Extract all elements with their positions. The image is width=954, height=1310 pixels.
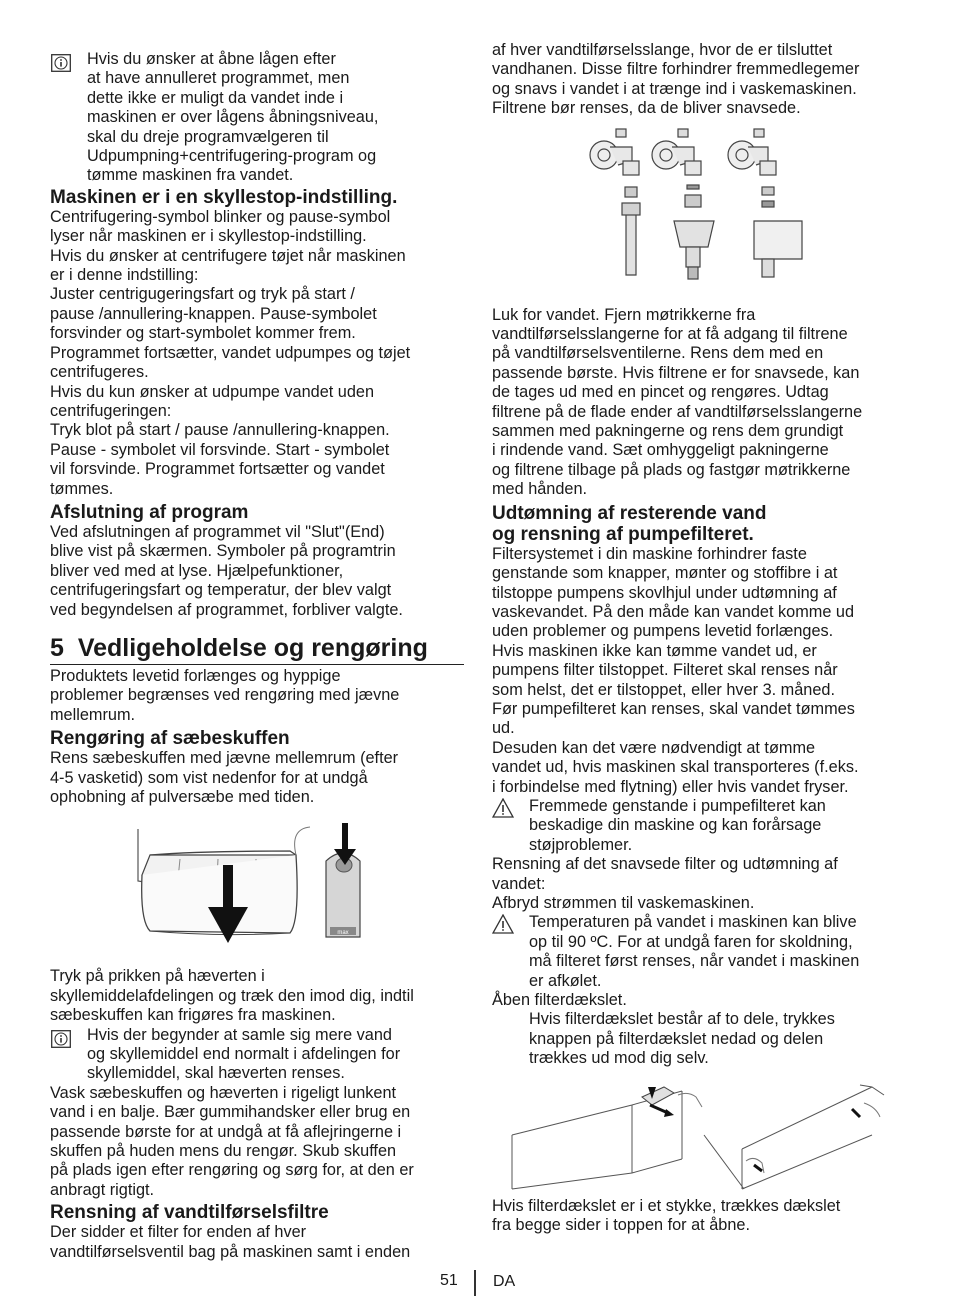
maintenance-intro [50, 667, 464, 725]
warning-icon [492, 914, 514, 939]
text-line: pause /annullering-knappen. Pause-symbolet [50, 304, 377, 323]
tap-3 [728, 129, 802, 277]
max-label: max [337, 930, 349, 937]
text-line: Tryk på prikken på hæverten i [50, 967, 265, 986]
heading-line: Udtømning af resterende vand [492, 502, 767, 524]
text-line: filtrene på de flade ender af vandtilførselsslangerne [492, 402, 863, 421]
cover-left [512, 1087, 702, 1189]
soap-drawer-text [50, 749, 464, 807]
open-cover-text: Åben filterdækslet. [492, 991, 627, 1010]
text-line: problemer begrænses ved rengøring med jævne [50, 686, 400, 705]
text-line: Pause - symbolet vil forsvinde. Start - symbolet [50, 440, 390, 459]
pump-filter-text [492, 545, 906, 797]
text-line: sæbeskuffen kan frigøres fra maskinen. [50, 1006, 336, 1025]
tap-2 [652, 129, 714, 279]
text-line: Hvis filterdækslet er i et stykke, trækkes dækslet [492, 1196, 841, 1215]
text-line: genstande som knapper, mønter og stoffibre i at [492, 564, 838, 583]
text-line: Rensning af det snavsede filter og udtømning af [492, 855, 838, 874]
tap-filter-illustration [492, 125, 906, 303]
dirty-filter-text [492, 855, 906, 913]
text-line: tømmes. [50, 479, 114, 498]
warning-line: Fremmede genstande i pumpefilteret kan [529, 796, 826, 815]
text-line: tilstoppe pumpens skovlhjul under udtømning af [492, 583, 837, 602]
text-line: 4-5 vasketid) som vist nedenfor for at undgå [50, 768, 368, 787]
text-line: i rindende vand. Sæt omhyggeligt pakningerne [492, 441, 829, 460]
info-icon [51, 54, 71, 77]
text-line: lyser når maskinen er i skyllestop-indstilling. [50, 227, 367, 246]
two-part-cover-text [492, 1010, 906, 1068]
text-line: vandtilførselsslangerne for at få adgang til filtrene [492, 325, 848, 344]
text-line: mellemrum. [50, 705, 136, 724]
text-line: passende børste for at undgå at få aflejringerne i [50, 1122, 402, 1141]
wash-text [50, 1084, 464, 1200]
text-line: vandtilførselsventil bag på maskinen samt i enden [50, 1242, 411, 1261]
text-line: Ved afslutningen af programmet vil "Slut"(End) [50, 522, 385, 541]
text-line: Der sidder et filter for enden af hver [50, 1223, 307, 1242]
text-line: Juster centrigugeringsfart og tryk på start / [50, 285, 355, 304]
warning-foreign-objects [492, 797, 906, 855]
text-line: som helst, det er tilstoppet, eller hver 3. måned. [492, 680, 835, 699]
note-line: maskinen er over lågens åbningsniveau, [87, 108, 379, 127]
text-line: anbragt rigtigt. [50, 1180, 155, 1199]
page-footer [0, 1270, 954, 1300]
water-filters-text [50, 1223, 464, 1262]
text-line: vand i en balje. Bær gummihandsker eller brug en [50, 1103, 411, 1122]
text-line: på vandtilførselsventilerne. Rens dem med en [492, 344, 824, 363]
text-line: skuffen på huden mens du rengør. Skub skuffen [50, 1142, 397, 1161]
press-instructions [50, 967, 464, 1025]
text-line: Filtersystemet i din maskine forhindrer faste [492, 544, 807, 563]
text-line: Afbryd strømmen til vaskemaskinen. [492, 894, 755, 912]
text-line: knappen på filterdækslet nedad og delen [529, 1029, 824, 1048]
cover-right [704, 1085, 884, 1189]
note-line: dette ikke er muligt da vandet inde i [87, 88, 344, 107]
warning-line: er afkølet. [529, 971, 602, 990]
text-line: uden problemer og pumpens levetid forlænges. [492, 622, 834, 641]
soap-drawer-illustration [50, 821, 464, 953]
warning-line: må filteret først renses, når vandet i maskinen [529, 952, 860, 971]
text-line: Vask sæbeskuffen og hæverten i rigeligt lunkent [50, 1083, 397, 1102]
text-line: skyllemiddelafdelingen og træk den imod dig, indtil [50, 986, 414, 1005]
text-line: af hver vandtilførselsslange, hvor de er tilsluttet [492, 41, 833, 59]
text-line: og snavs i vandet i at trænge ind i vaskemaskinen. [492, 79, 857, 98]
warning-hot-water [492, 913, 906, 991]
note-line: Udpumpning+centrifugering-program og [87, 147, 377, 166]
heading-end-of-program: Afslutning af program [50, 501, 249, 523]
text-line: fra begge sider i toppen for at åbne. [492, 1216, 750, 1235]
text-line: er i denne indstilling: [50, 266, 199, 285]
text-line: trækkes ud mod dig selv. [529, 1049, 709, 1068]
chapter-number: 5 [50, 633, 64, 662]
text-line: i forbindelse med flytning) eller hvis vandet fryser. [492, 777, 849, 796]
text-line: vil forsvinde. Programmet fortsætter og vandet [50, 460, 385, 479]
text-line: Tryk blot på start / pause /annullering-knappen. [50, 421, 390, 440]
warning-icon [492, 798, 514, 823]
text-line: vandet ud, hvis maskinen skal transporteres (f.eks. [492, 758, 859, 777]
text-line: blive vist på skærmen. Symboler på programtrin [50, 542, 396, 561]
text-line: vaskevandet. På den måde kan vandet komme ud [492, 602, 855, 621]
info-note-siphon [50, 1026, 464, 1084]
left-column [50, 44, 464, 1262]
text-line: Luk for vandet. Fjern møtrikkerne fra [492, 305, 756, 324]
heading-rinse-hold: Maskinen er i en skyllestop-indstilling. [50, 186, 398, 208]
heading-soap-drawer: Rengøring af sæbeskuffen [50, 728, 290, 750]
text-line: de tages ud med en pincet og rengøres. Udtag [492, 383, 829, 402]
text-line: pumpens filter tilstoppet. Filteret skal renses når [492, 661, 838, 680]
text-line: sammen med pakningerne og rens dem grundigt [492, 422, 844, 441]
filters-continued [492, 41, 906, 119]
text-line: Hvis du ønsker at centrifugere tøjet når maskinen [50, 246, 406, 265]
close-water-text [492, 306, 906, 500]
heading-line: og rensning af pumpefilteret. [492, 523, 754, 545]
text-line: ved begyndelsen af programmet, forbliver valgte. [50, 600, 403, 619]
text-line: Produktets levetid forlænges og hyppige [50, 666, 341, 685]
text-line: ud. [492, 719, 515, 738]
warning-line: støjproblemer. [529, 835, 633, 854]
text-line: centrifugeringsfart og temperatur, der blev valgt [50, 581, 392, 600]
text-line: vandet: [492, 874, 546, 893]
warning-line: beskadige din maskine og kan forårsage [529, 816, 822, 835]
text-line: bliver ved med at lyse. Hjælpefunktioner, [50, 561, 344, 580]
heading-pump-filter [492, 503, 906, 545]
chapter-heading [50, 634, 464, 665]
text-line: Hvis maskinen ikke kan tømme vandet ud, er [492, 641, 817, 660]
note-line: Hvis der begynder at samle sig mere vand [87, 1025, 392, 1044]
text-line: centrifugeres. [50, 363, 149, 382]
note-line: og skyllemiddel end normalt i afdelingen for [87, 1045, 401, 1064]
text-line: og filtrene tilbage på plads og fastgør møtrikkerne [492, 460, 851, 479]
page-number: 51 [440, 1272, 458, 1289]
text-line: med hånden. [492, 480, 588, 499]
info-note-open-door [50, 50, 464, 186]
text-line: centrifugeringen: [50, 401, 172, 420]
chapter-title: Vedligeholdelse og rengøring [77, 633, 428, 662]
info-icon [51, 1030, 71, 1053]
text-line: vandhanen. Disse filtre forhindrer fremmedlegemer [492, 60, 860, 79]
text-line: ophobning af pulversæbe med tiden. [50, 788, 315, 806]
text-line: Filtrene bør renses, da de bliver snavsede. [492, 99, 801, 118]
text-line: Hvis filterdækslet består af to dele, trykkes [529, 1010, 835, 1029]
right-column [492, 41, 906, 1235]
text-line: Før pumpefilteret kan renses, skal vandet tømmes [492, 699, 855, 718]
text-line: Hvis du kun ønsker at udpumpe vandet uden [50, 382, 375, 401]
note-line: Hvis du ønsker at åbne lågen efter [87, 50, 336, 68]
footer-divider [474, 1270, 476, 1296]
end-of-program-text [50, 523, 464, 620]
text-line: på plads igen efter rengøring og sørg for, at den er [50, 1161, 414, 1180]
text-line: Programmet fortsætter, vandet udpumpes og tøjet [50, 343, 411, 362]
tap-1 [590, 129, 640, 275]
text-line: forsvinder og start-symbolet kommer frem. [50, 324, 356, 343]
text-line: passende børste. Hvis filtrene er for snavsede, kan [492, 363, 860, 382]
note-line: skyllemiddel, skal hæverten renses. [87, 1064, 345, 1083]
note-line: at have annulleret programmet, men [87, 69, 350, 88]
one-piece-cover-text [492, 1197, 906, 1236]
text-line: Centrifugering-symbol blinker og pause-symbol [50, 207, 391, 226]
warning-line: Temperaturen på vandet i maskinen kan blive [529, 913, 857, 932]
text-line: Rens sæbeskuffen med jævne mellemrum (efter [50, 749, 399, 768]
text-line: Desuden kan det være nødvendigt at tømme [492, 738, 816, 757]
filter-cover-illustration [492, 1077, 906, 1193]
language-code: DA [493, 1273, 516, 1290]
note-line: skal du dreje programvælgeren til [87, 127, 329, 146]
note-line: tømme maskinen fra vandet. [87, 166, 294, 185]
rinse-hold-text [50, 208, 464, 499]
heading-water-filters: Rensning af vandtilførselsfiltre [50, 1202, 329, 1224]
warning-line: op til 90 ºC. For at undgå faren for skoldning, [529, 932, 853, 951]
